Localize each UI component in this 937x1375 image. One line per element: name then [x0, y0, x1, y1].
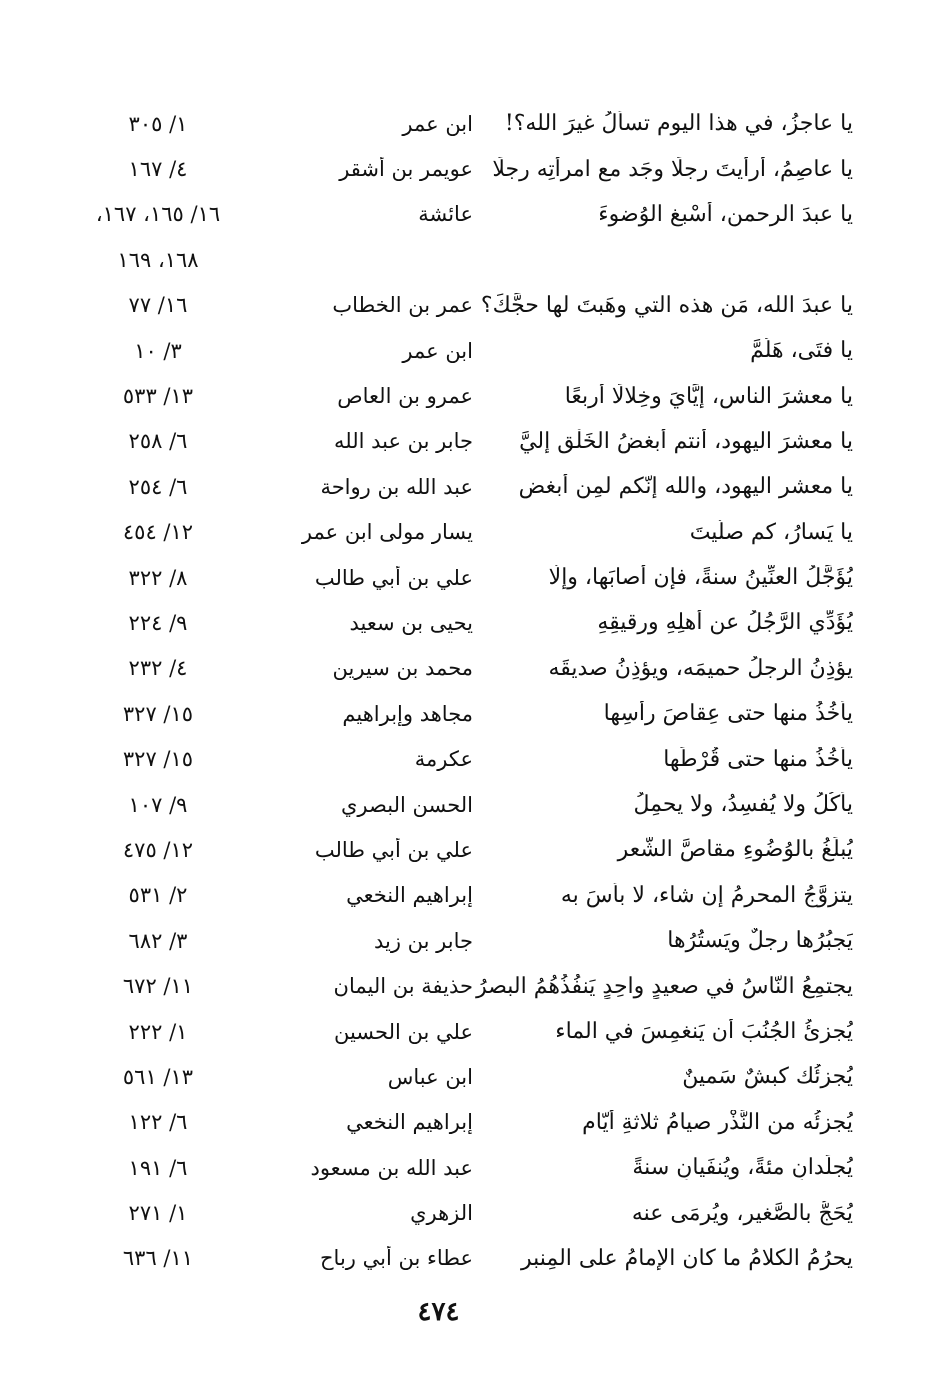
entry-narrator: محمد بن سيرين	[332, 656, 473, 681]
index-entry-row	[73, 510, 853, 555]
entry-narrator: جابر بن زيد	[373, 928, 473, 953]
entry-narrator: ابن عباس	[387, 1064, 473, 1089]
index-entry-row	[73, 691, 853, 736]
entry-narrator: يحيى بن سعيد	[349, 610, 473, 635]
entry-narrator: عمرو بن العاص	[337, 384, 473, 409]
entry-phrase: يأخُذُ منها حتى عِقاصَ رأسِها	[603, 701, 853, 727]
entry-reference: ٩/ ٢٢٤	[128, 610, 188, 635]
index-entry-row	[73, 192, 853, 237]
entry-reference: ٨/ ٣٢٢	[128, 565, 188, 590]
entry-phrase: يا عاجزُ، في هذا اليوم تسألُ غيرَ الله؟!	[504, 111, 853, 137]
index-entry-row	[73, 237, 853, 282]
index-entry-row	[73, 918, 853, 963]
index-entry-row	[73, 1145, 853, 1190]
entry-reference: ١٦/ ١٦٥، ١٦٧،	[95, 202, 221, 227]
index-entry-row	[73, 1100, 853, 1145]
entry-phrase: يُجزِئُ الجُنُبَ أن يَنغمِسَ في الماء	[555, 1019, 853, 1044]
entry-narrator: عطاء بن أبي رباح	[319, 1246, 473, 1271]
entry-reference: ١٦/ ٧٧	[128, 293, 188, 318]
entry-narrator: عمر بن الخطاب	[332, 293, 473, 318]
entry-narrator: علي بن أبي طالب	[314, 837, 473, 862]
entry-reference: ١٣/ ٥٦١	[122, 1064, 194, 1089]
entry-reference: ٤/ ٢٣٢	[128, 656, 188, 681]
index-entries	[73, 101, 853, 1281]
entry-reference: ١/ ٢٧١	[128, 1201, 188, 1226]
entry-narrator: ابن عمر	[402, 111, 473, 136]
entry-narrator: علي بن أبي طالب	[314, 565, 473, 590]
entry-narrator: مجاهد وإبراهيم	[342, 701, 473, 726]
entry-phrase: يُؤَجَّلُ العنِّينُ سنةً، فإن أصابَها، وإلّا	[548, 565, 853, 591]
entry-phrase: يا عاصِمُ، أرأيتَ رجلًا وجَد مع امرأتِه رجلًا	[492, 156, 853, 182]
entry-narrator: عائشة	[418, 202, 473, 227]
index-entry-row	[73, 283, 853, 328]
entry-phrase: يُجلَدانِ مئةً، ويُنفَيانِ سنةً	[632, 1155, 853, 1181]
page-number: ٤٧٤	[417, 1297, 460, 1327]
entry-reference: ١٣/ ٥٣٣	[122, 384, 194, 409]
entry-narrator: علي بن الحسين	[333, 1019, 473, 1044]
entry-reference: ١٥/ ٣٢٧	[122, 701, 194, 726]
entry-reference: ١٢/ ٤٧٥	[122, 837, 194, 862]
index-entry-row	[73, 963, 853, 1008]
entry-phrase: يا فتَى، هَلُمَّ	[750, 338, 853, 364]
entry-phrase: يُحَجُّ بالصَّغيرِ، ويُرمَى عنه	[631, 1200, 853, 1226]
entry-phrase: يا عبدَ الله، مَن هذه التي وهَبتَ لها حجَّكَ؟	[480, 292, 853, 318]
entry-reference: ١١/ ٦٧٢	[122, 974, 194, 999]
entry-phrase: يُؤَدِّي الرَّجُلُ عن أهلِهِ ورقيقِهِ	[597, 610, 853, 636]
entry-reference: ٣/ ١٠	[134, 338, 182, 363]
entry-reference: ٦/ ١٩١	[128, 1155, 188, 1180]
entry-phrase: يأخُذُ منها حتى قُرْطَها	[663, 746, 853, 772]
entry-reference: ١٦٨، ١٦٩	[117, 247, 199, 272]
index-entry-row	[73, 646, 853, 691]
index-entry-row	[73, 873, 853, 918]
index-entry-row	[73, 373, 853, 418]
entry-reference: ٩/ ١٠٧	[128, 792, 188, 817]
index-entry-row	[73, 600, 853, 645]
entry-narrator: عكرمة	[414, 747, 473, 772]
entry-narrator: إبراهيم النخعي	[346, 1110, 473, 1135]
entry-reference: ١١/ ٦٣٦	[122, 1246, 194, 1271]
entry-reference: ٦/ ١٢٢	[128, 1110, 188, 1135]
index-entry-row	[73, 101, 853, 146]
index-entry-row	[73, 464, 853, 509]
index-entry-row	[73, 555, 853, 600]
entry-narrator: الحسن البصري	[341, 792, 473, 817]
entry-reference: ٣/ ٦٨٢	[128, 928, 188, 953]
entry-reference: ٤/ ١٦٧	[128, 157, 188, 182]
entry-phrase: يحرُمُ الكلامُ ما كان الإمامُ على المِنبرِ	[520, 1245, 853, 1271]
entry-phrase: يؤذِنُ الرجلُ حميمَه، ويؤذِنُ صديقَه	[548, 655, 853, 681]
index-entry-row	[73, 1054, 853, 1099]
entry-phrase: يا معشرَ الناس، إيَّايَ وخِلالًا أربعًا	[564, 383, 853, 409]
index-entry-row	[73, 1009, 853, 1054]
entry-phrase: يأكُلُ ولا يُفسِدُ، ولا يحمِلُ	[633, 792, 853, 818]
entry-narrator: جابر بن عبد الله	[333, 429, 473, 454]
entry-phrase: يُجزِئُه من النَّذْرِ صيامُ ثلاثةِ أيّام	[582, 1109, 853, 1135]
entry-narrator: ابن عمر	[402, 338, 473, 363]
entry-phrase: يجتمِعُ النّاسُ في صعيدٍ واحِدٍ يَنفُذُهُمُ البصرُ	[476, 973, 853, 999]
index-entry-row	[73, 1236, 853, 1281]
index-entry-row	[73, 1190, 853, 1235]
index-entry-row	[73, 736, 853, 781]
entry-reference: ٦/ ٢٥٤	[128, 474, 188, 499]
entry-reference: ٦/ ٢٥٨	[128, 429, 188, 454]
index-entry-row	[73, 419, 853, 464]
entry-narrator: حذيفة بن اليمان	[333, 974, 473, 999]
index-entry-row	[73, 146, 853, 191]
entry-reference: ٢/ ٥٣١	[128, 883, 188, 908]
index-entry-row	[73, 782, 853, 827]
entry-phrase: يَجبُرُها رجلٌ ويَستُرُها	[667, 928, 853, 954]
entry-narrator: يسار مولى ابن عمر	[301, 520, 473, 545]
entry-phrase: يا عبدَ الرحمن، أسْبغ الوُضوءَ	[598, 201, 853, 227]
entry-reference: ١٢/ ٤٥٤	[122, 520, 194, 545]
entry-phrase: يُجزئُك كبشٌ سَمينٌ	[682, 1064, 853, 1090]
entry-reference: ١/ ٢٢٢	[128, 1019, 188, 1044]
entry-phrase: يا معشر اليهود، والله إنّكم لمِن أبغضِ	[518, 474, 853, 500]
entry-narrator: عويمر بن أشقر	[339, 157, 473, 182]
entry-reference: ١٥/ ٣٢٧	[122, 747, 194, 772]
entry-narrator: عبد الله بن مسعود	[310, 1155, 473, 1180]
entry-narrator: إبراهيم النخعي	[346, 883, 473, 908]
entry-narrator: الزهري	[410, 1201, 473, 1226]
entry-phrase: يا معشرَ اليهود، أنتم أبغضُ الخَلْقِ إليَّ	[519, 428, 853, 454]
entry-phrase: يا يَسارُ، كم صلَّيتَ	[689, 519, 853, 545]
index-entry-row	[73, 328, 853, 373]
entry-phrase: يُبلَغُ بالوُضُوءِ مقاصَّ الشَّعرِ	[617, 837, 853, 863]
entry-phrase: يتزوَّجُ المحرمُ إن شاء، لا بأسَ به	[560, 882, 853, 908]
entry-narrator: عبد الله بن رواحة	[320, 474, 473, 499]
entry-reference: ١/ ٣٠٥	[128, 111, 188, 136]
index-entry-row	[73, 827, 853, 872]
